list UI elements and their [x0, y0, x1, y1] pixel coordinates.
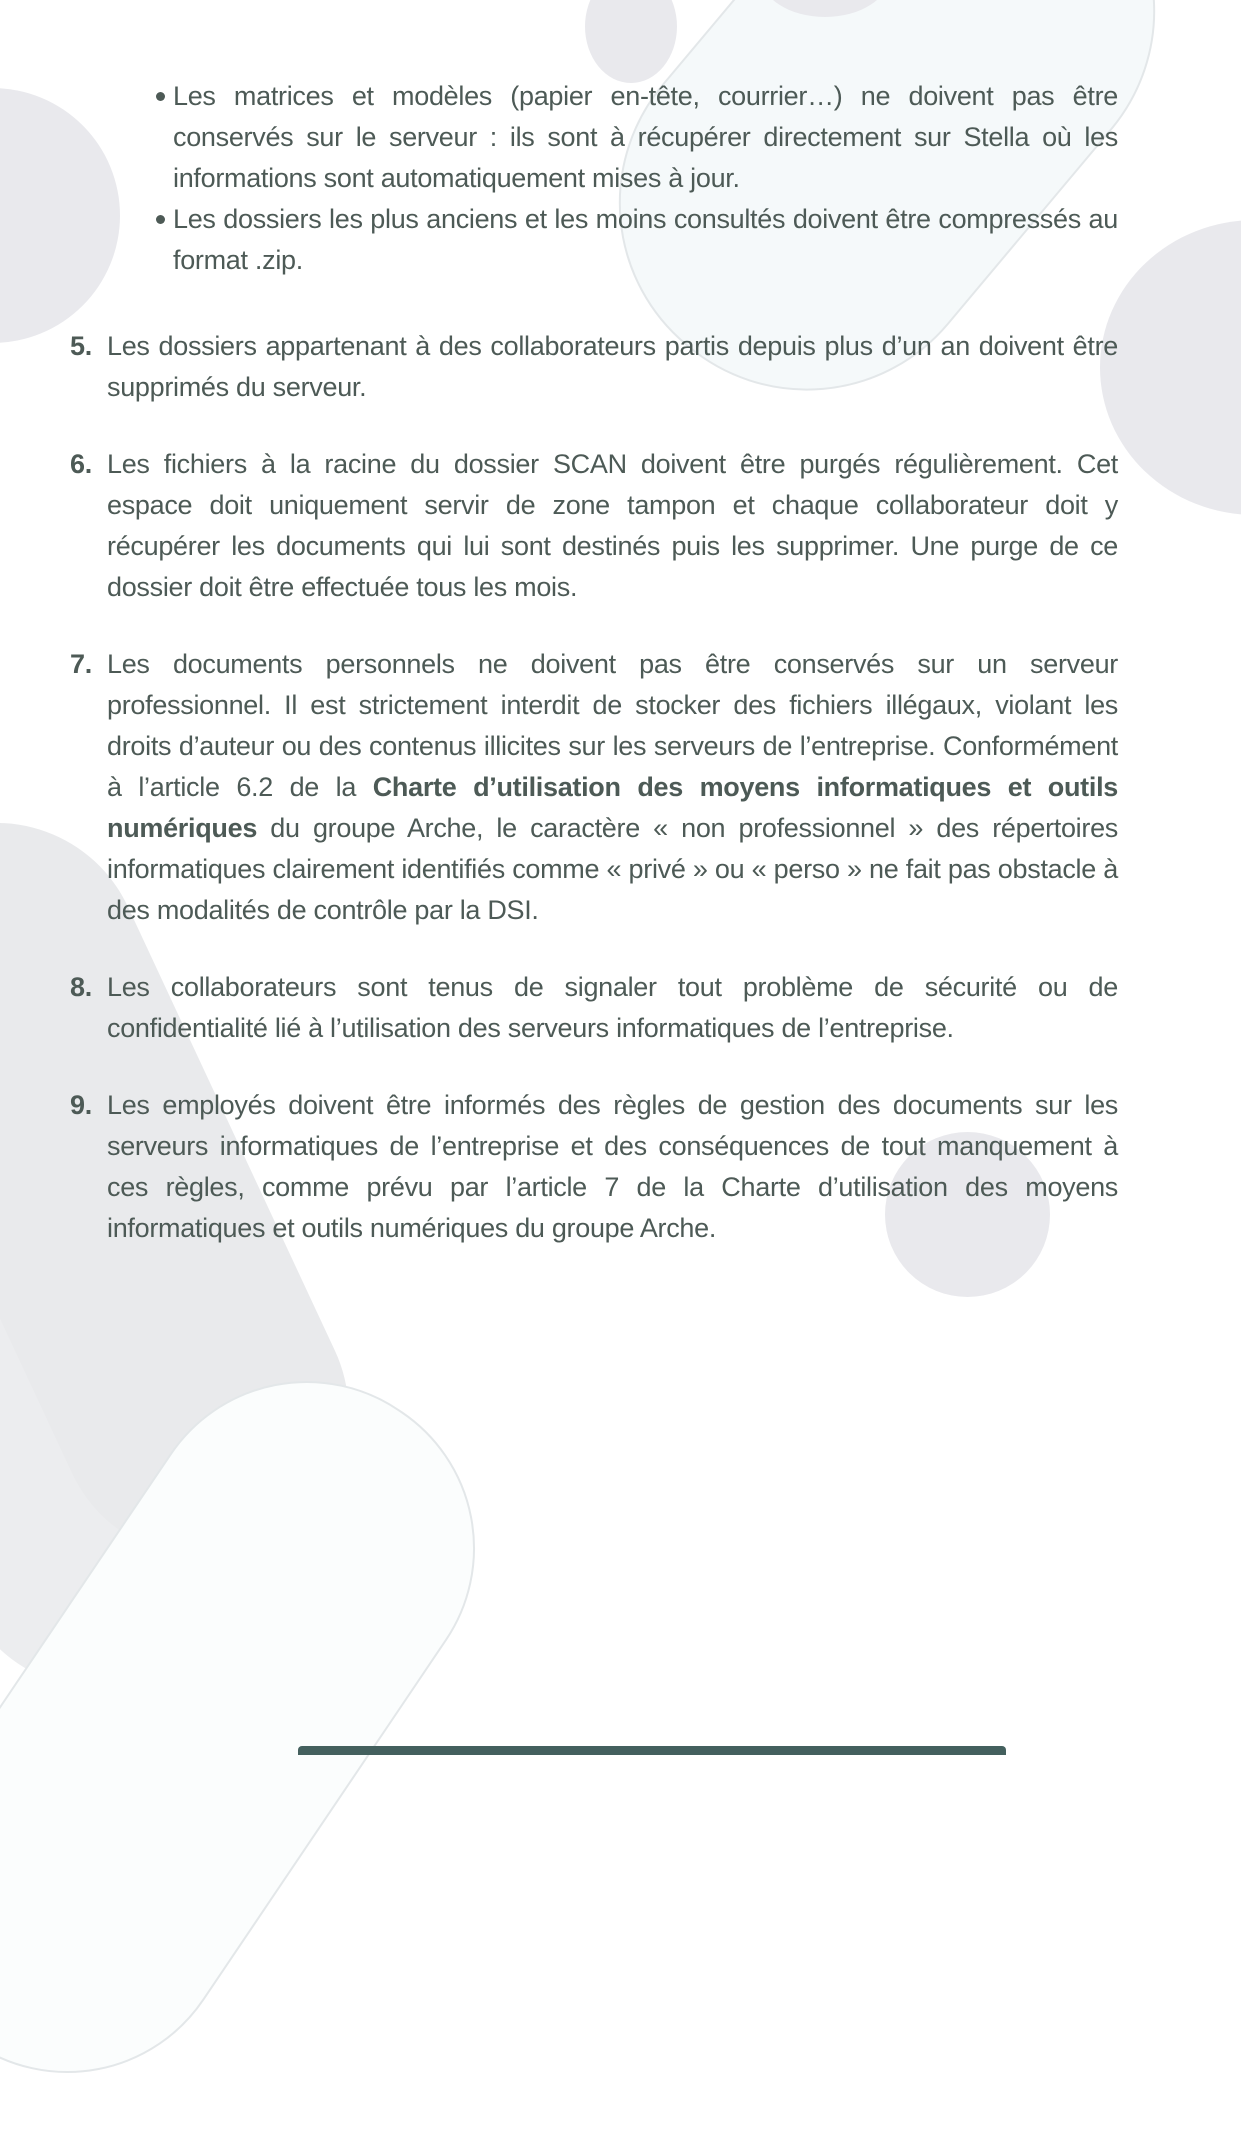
item-number: 6.: [70, 449, 92, 479]
footer-accent-bar: [298, 1746, 1006, 1755]
item-text: [107, 1090, 1118, 1243]
plain-text: Les fichiers à la racine du dossier SCAN doivent être purgés régulièrement. Cet espace doit uniquement servir de zone tampon et chaque collaborateur doit y récupérer les documents qui lui sont destinés puis les supprimer. Une purge de ce dossier doit être effectuée tous les mois.: [107, 449, 1118, 602]
numbered-list: [62, 326, 1118, 1249]
item-number: 9.: [70, 1090, 92, 1120]
bullet-list: [62, 76, 1118, 281]
list-item: [62, 967, 1118, 1049]
decor-blob-right-edge: [1100, 220, 1241, 515]
bullet-icon: [156, 215, 165, 224]
decor-circle-top-center: [585, 0, 677, 83]
item-number: 7.: [70, 649, 92, 679]
item-text: [107, 649, 1118, 925]
plain-text: Les documents personnels ne doivent pas être conservés sur un serveur professionnel. Il est strictement interdit de stocker des fichiers illégaux, violant les droits d’auteur ou des contenus illicites sur les serveurs de l’entreprise. Conformément à l’article 6.2 de la: [107, 649, 1118, 802]
bullet-icon: [156, 92, 165, 101]
list-item: [62, 644, 1118, 931]
item-number: 8.: [70, 972, 92, 1002]
item-text: [107, 449, 1118, 602]
list-item: [62, 326, 1118, 408]
bullet-text: Les dossiers les plus anciens et les moins consultés doivent être compressés au format .zip.: [173, 204, 1118, 275]
page-content: [62, 76, 1118, 1249]
bullet-text: Les matrices et modèles (papier en-tête, courrier…) ne doivent pas être conservés sur le serveur : ils sont à récupérer directement sur Stella où les informations sont automatiquement mises à jour.: [173, 81, 1118, 193]
plain-text: du groupe Arche, le caractère « non professionnel » des répertoires informatiques clairement identifiés comme « privé » ou « perso » ne fait pas obstacle à des modalités de contrôle par la DSI.: [107, 813, 1118, 925]
plain-text: Les employés doivent être informés des règles de gestion des documents sur les serveurs informatiques de l’entreprise et des conséquences de tout manquement à ces règles, comme prévu par l’article 7 de la Charte d’utilisation des moyens informatiques et outils numériques du groupe Arche.: [107, 1090, 1118, 1243]
plain-text: Les dossiers appartenant à des collaborateurs partis depuis plus d’un an doivent être supprimés du serveur.: [107, 331, 1118, 402]
bullet-item: [62, 76, 1118, 199]
item-text: [107, 331, 1118, 402]
list-item: [62, 1085, 1118, 1249]
bold-text: Charte d’utilisation des moyens informatiques et outils numériques: [107, 772, 1118, 843]
item-number: 5.: [70, 331, 92, 361]
item-text: [107, 972, 1118, 1043]
plain-text: Les collaborateurs sont tenus de signaler tout problème de sécurité ou de confidentialité lié à l’utilisation des serveurs informatiques de l’entreprise.: [107, 972, 1118, 1043]
bullet-item: [62, 199, 1118, 281]
list-item: [62, 444, 1118, 608]
